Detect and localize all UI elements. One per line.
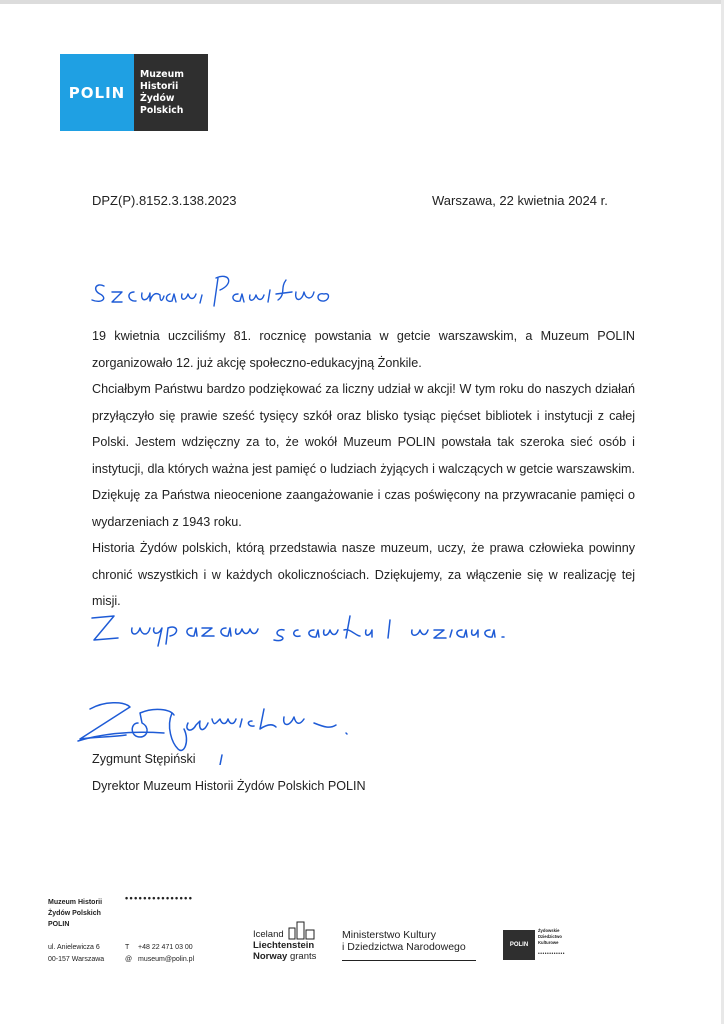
- heritage-logo-text: [538, 928, 562, 946]
- signer-title: Dyrektor Muzeum Historii Żydów Polskich POLIN: [92, 779, 366, 793]
- footer-org-line: POLIN: [48, 921, 70, 928]
- footer-email: museum@polin.pl: [138, 956, 195, 963]
- heritage-logo-mark: POLIN: [503, 930, 535, 960]
- heritage-line: Żydowskie: [538, 928, 560, 933]
- handwritten-closing: [88, 606, 548, 655]
- body-paragraph: 19 kwietnia uczciliśmy 81. rocznicę powstania w getcie warszawskim, a Muzeum POLIN zorganizowało 12. już akcję społeczno-edukacyjną Żonkile.: [92, 329, 635, 370]
- body-paragraph: Chciałbym Państwu bardzo podziękować za liczny udział w akcji! W tym roku do naszych działań przyłączyło się prawie sześć tysięcy szkół oraz blisko tysiąc pięćset bibliotek i instytucji z całej Polski. Jestem wdzięczny za to, że wokół Muzeum POLIN powstała tak szeroka sieć osób i instytucji, dla których ważna jest pamięć o ludziach żyjących i walczących w getcie warszawskim. Dziękuję za Państwa nieocenione zaangażowanie i czas poświęcony na przywracanie pamięci o wydarzeniach z 1943 roku.: [92, 382, 635, 529]
- ministry-line: Ministerstwo Kultury: [342, 929, 436, 941]
- heritage-dots: ••••••••••••: [538, 951, 566, 957]
- grants-line: Liechtenstein: [253, 940, 315, 951]
- email-label: @: [125, 956, 133, 963]
- polin-logo-text-panel: [134, 54, 208, 131]
- polin-logo: [60, 54, 208, 131]
- salutation-scribble: [90, 268, 360, 308]
- heritage-line: Dziedzictwo: [538, 934, 562, 939]
- signer-name: Zygmunt Stępiński: [92, 752, 196, 766]
- footer-org-line: Żydów Polskich: [48, 910, 101, 917]
- letter-body: [92, 323, 635, 615]
- footer-address: [48, 942, 104, 966]
- letter-date: Warszawa, 22 kwietnia 2024 r.: [432, 193, 608, 208]
- footer-address-line: ul. Anielewicza 6: [48, 944, 100, 951]
- footer-email-row: [125, 954, 194, 966]
- footer-address-line: 00-157 Warszawa: [48, 956, 105, 963]
- grants-norway: Norway: [253, 951, 288, 962]
- footer-dots: •••••••••••••••: [125, 893, 194, 903]
- grants-line: Iceland: [253, 929, 284, 940]
- phone-label: T: [125, 944, 130, 951]
- polin-logo-mark: POLIN: [68, 83, 126, 102]
- logo-line: Historii: [140, 80, 179, 92]
- ministry-underline: [342, 960, 476, 961]
- footer-phone-row: [125, 942, 194, 954]
- polin-logo-mark-panel: [60, 54, 134, 131]
- grants-word: grants: [289, 951, 317, 962]
- jewish-heritage-logo: [503, 927, 575, 962]
- footer-organization: [48, 897, 102, 930]
- page-top-edge: [0, 0, 724, 4]
- ministry-line: i Dziedzictwa Narodowego: [342, 941, 466, 953]
- footer-org-line: Muzeum Historii: [48, 899, 103, 906]
- logo-line: Żydów: [140, 92, 175, 104]
- footer-contact: [125, 942, 194, 966]
- reference-number: DPZ(P).8152.3.138.2023: [92, 193, 237, 208]
- closing-scribble: [88, 606, 548, 650]
- logo-line: Muzeum: [140, 68, 184, 80]
- heritage-line: Kulturowe: [538, 940, 559, 945]
- ministry-of-culture-logo: [342, 929, 466, 953]
- logo-line: Polskich: [140, 104, 184, 116]
- body-paragraph: Historia Żydów polskich, którą przedstawia nasze muzeum, uczy, że prawa człowieka powinny chronić wszystkich i w każdych okolicznościach. Dziękujemy, za włączenie się w realizację tej misji.: [92, 541, 635, 608]
- grants-building-icon: [288, 920, 316, 940]
- footer-phone: +48 22 471 03 00: [138, 944, 193, 951]
- handwritten-salutation: [90, 268, 360, 313]
